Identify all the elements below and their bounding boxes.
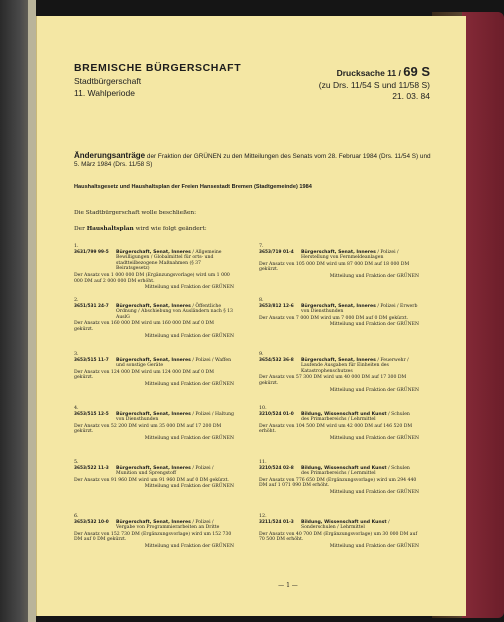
budget-code: 3211/524 01-3 [259, 519, 294, 525]
budget-code: 3210/524 02-8 [259, 465, 294, 471]
document-title: Änderungsanträge der Fraktion der GRÜNEN zu den Mitteilungen des Senats vom 28. Februar 1984 (Drs. 11/54 S) und 5. März 1984 (Drs. 11/58 S) [74, 151, 431, 168]
item-text: Der Ansatz von 152 730 DM (Ergänzungsvorlage) wird um 152 730 DM auf 0 DM gekürzt. [74, 531, 232, 543]
item-number: 8. [259, 298, 264, 303]
budget-code: 3653/532 10-0 [74, 519, 109, 525]
budget-code: 3654/532 36-8 [259, 357, 294, 363]
item-title: Bürgerschaft, Senat, Inneres / Allgemeine Bewilligungen / Globalmittel für orts- und stadtteilbezogene Maßnahmen (§ 37 Beiratsgesetz) [116, 249, 222, 272]
item-number: 2. [74, 298, 79, 303]
budget-code: 3653/812 12-6 [259, 303, 294, 309]
intro-budget: Der Haushaltsplan wird wie folgt geändert: [74, 226, 207, 232]
item-number: 9. [259, 352, 264, 357]
item-title: Bürgerschaft, Senat, Inneres / Polizei / Vergabe von Programmierarbeiten an Dritte [116, 519, 220, 531]
amendment-item [74, 298, 234, 339]
amendment-item [259, 298, 419, 328]
item-text: Der Ansatz von 91 960 DM wird um 91 960 DM auf 0 DM gekürzt. [74, 477, 229, 483]
budget-code: 3653/515 12-5 [74, 411, 109, 417]
budget-code: 3653/522 11-3 [74, 465, 109, 471]
item-text: Der Ansatz von 1 000 000 DM (Ergänzungsvorlage) wird um 1 000 000 DM auf 2 000 000 DM erhöht. [74, 272, 230, 284]
item-title: Bürgerschaft, Senat, Inneres / Feuerwehr / Laufende Ausgaben für Einheiten des Katastrophenschutzes [301, 357, 409, 374]
item-title: Bürgerschaft, Senat, Inneres / Öffentliche Ordnung / Abschiebung von Ausländern nach § 13 AuslG [116, 303, 233, 320]
page-number: — 1 — [278, 582, 298, 589]
item-signature: Mitteilung und Fraktion der GRÜNEN [144, 435, 234, 441]
amendment-item [74, 460, 234, 490]
binder-edge [28, 0, 36, 622]
amendment-item [74, 352, 234, 388]
item-text: Der Ansatz von 160 000 DM wird um 160 000 DM auf 0 DM gekürzt. [74, 321, 214, 332]
amendment-item [74, 514, 234, 550]
item-number: 3. [74, 352, 79, 357]
budget-code: 3653/719 01-4 [259, 249, 294, 255]
item-signature: Mitteilung und Fraktion der GRÜNEN [329, 387, 419, 393]
amendment-item [259, 406, 419, 442]
item-number: 6. [74, 514, 79, 519]
item-text: Der Ansatz von 124 000 DM wird um 124 000 DM auf 0 DM gekürzt. [74, 369, 214, 381]
document-subtitle: Haushaltsgesetz und Haushaltsplan der Freien Hansestadt Bremen (Stadtgemeinde) 1984 [74, 184, 312, 190]
item-signature: Mitteilung und Fraktion der GRÜNEN [329, 435, 419, 441]
intro-resolution: Die Stadtbürgerschaft wolle beschließen: [74, 210, 197, 216]
item-title: Bildung, Wissenschaft und Kunst / Sonderschulen / Lehrmittel [301, 519, 390, 531]
amendment-item [259, 352, 419, 393]
item-title: Bürgerschaft, Senat, Inneres / Polizei / Erwerb von Diensthunden [301, 303, 418, 315]
budget-code: 3653/515 11-7 [74, 357, 109, 363]
header-left [74, 62, 241, 98]
item-signature: Mitteilung und Fraktion der GRÜNEN [144, 333, 234, 339]
header-right [286, 64, 430, 101]
item-title: Bürgerschaft, Senat, Inneres / Polizei / Waffen und sonstige Geräte [116, 357, 232, 369]
document-page [36, 16, 466, 616]
item-text: Der Ansatz von 57 300 DM wird um 40 000 DM auf 17 300 DM gekürzt. [259, 375, 407, 386]
amendment-item [74, 244, 234, 291]
item-text: Der Ansatz von 104 500 DM wird um 42 000 DM auf 146 520 DM erhöht. [259, 423, 413, 435]
item-title: Bürgerschaft, Senat, Inneres / Polizei / Haltung von Diensthunden [116, 411, 234, 423]
item-signature: Mitteilung und Fraktion der GRÜNEN [144, 285, 234, 291]
amendment-item [259, 460, 419, 496]
parliament-title: BREMISCHE BÜRGERSCHAFT [74, 62, 242, 74]
legislative-period: 11. Wahlperiode [74, 88, 135, 98]
amendment-item [74, 406, 234, 442]
budget-code: 3631/799 99-5 [74, 249, 109, 255]
item-number: 10. [259, 406, 267, 411]
budget-code: 3651/531 24-7 [74, 303, 109, 309]
item-text: Der Ansatz von 105 000 DM wird um 87 000 DM auf 18 000 DM gekürzt. [259, 261, 410, 273]
item-signature: Mitteilung und Fraktion der GRÜNEN [329, 543, 419, 549]
item-text: Der Ansatz von 40 700 DM (Ergänzungsvorlage) um 30 000 DM auf 70 500 DM erhöht. [259, 531, 418, 543]
item-title: Bildung, Wissenschaft und Kunst / Schulen des Primarbereichs / Lehrmittel [301, 411, 410, 423]
item-number: 11. [259, 460, 267, 465]
item-title: Bildung, Wissenschaft und Kunst / Schulen des Primarbereichs / Lernmittel [301, 465, 410, 477]
item-signature: Mitteilung und Fraktion der GRÜNEN [144, 543, 234, 549]
item-number: 7. [259, 244, 264, 249]
item-signature: Mitteilung und Fraktion der GRÜNEN [329, 273, 419, 279]
item-signature: Mitteilung und Fraktion der GRÜNEN [144, 381, 234, 387]
item-signature: Mitteilung und Fraktion der GRÜNEN [329, 322, 419, 328]
item-text: Der Ansatz von 7 000 DM wird um 7 000 DM auf 0 DM gekürzt. [259, 315, 409, 321]
item-title: Bürgerschaft, Senat, Inneres / Polizei / Munition und Sprengstoff [116, 465, 214, 477]
amendment-item [259, 514, 419, 550]
item-number: 4. [74, 406, 79, 411]
drucksache-reference: (zu Drs. 11/54 S und 11/58 S) [318, 80, 430, 90]
item-number: 5. [74, 460, 79, 465]
document-date: 21. 03. 84 [392, 91, 430, 101]
item-signature: Mitteilung und Fraktion der GRÜNEN [144, 484, 234, 490]
budget-code: 3210/524 01-0 [259, 411, 294, 417]
item-number: 1. [74, 244, 79, 249]
drucksache-number: Drucksache 11 / 69 S [336, 64, 430, 79]
item-number: 12. [259, 514, 267, 519]
chamber-name: Stadtbürgerschaft [74, 76, 142, 86]
item-text: Der Ansatz von 776 650 DM (Ergänzungsvorlage) wird um 294 440 DM auf 1 071 090 DM erhöht. [259, 477, 417, 489]
item-title: Bürgerschaft, Senat, Inneres / Polizei / Herstellung von Fernmeldeanlagen [301, 249, 399, 261]
item-signature: Mitteilung und Fraktion der GRÜNEN [329, 489, 419, 495]
amendment-item [259, 244, 419, 280]
item-text: Der Ansatz von 52 200 DM wird um 35 000 DM auf 17 200 DM gekürzt. [74, 423, 222, 435]
